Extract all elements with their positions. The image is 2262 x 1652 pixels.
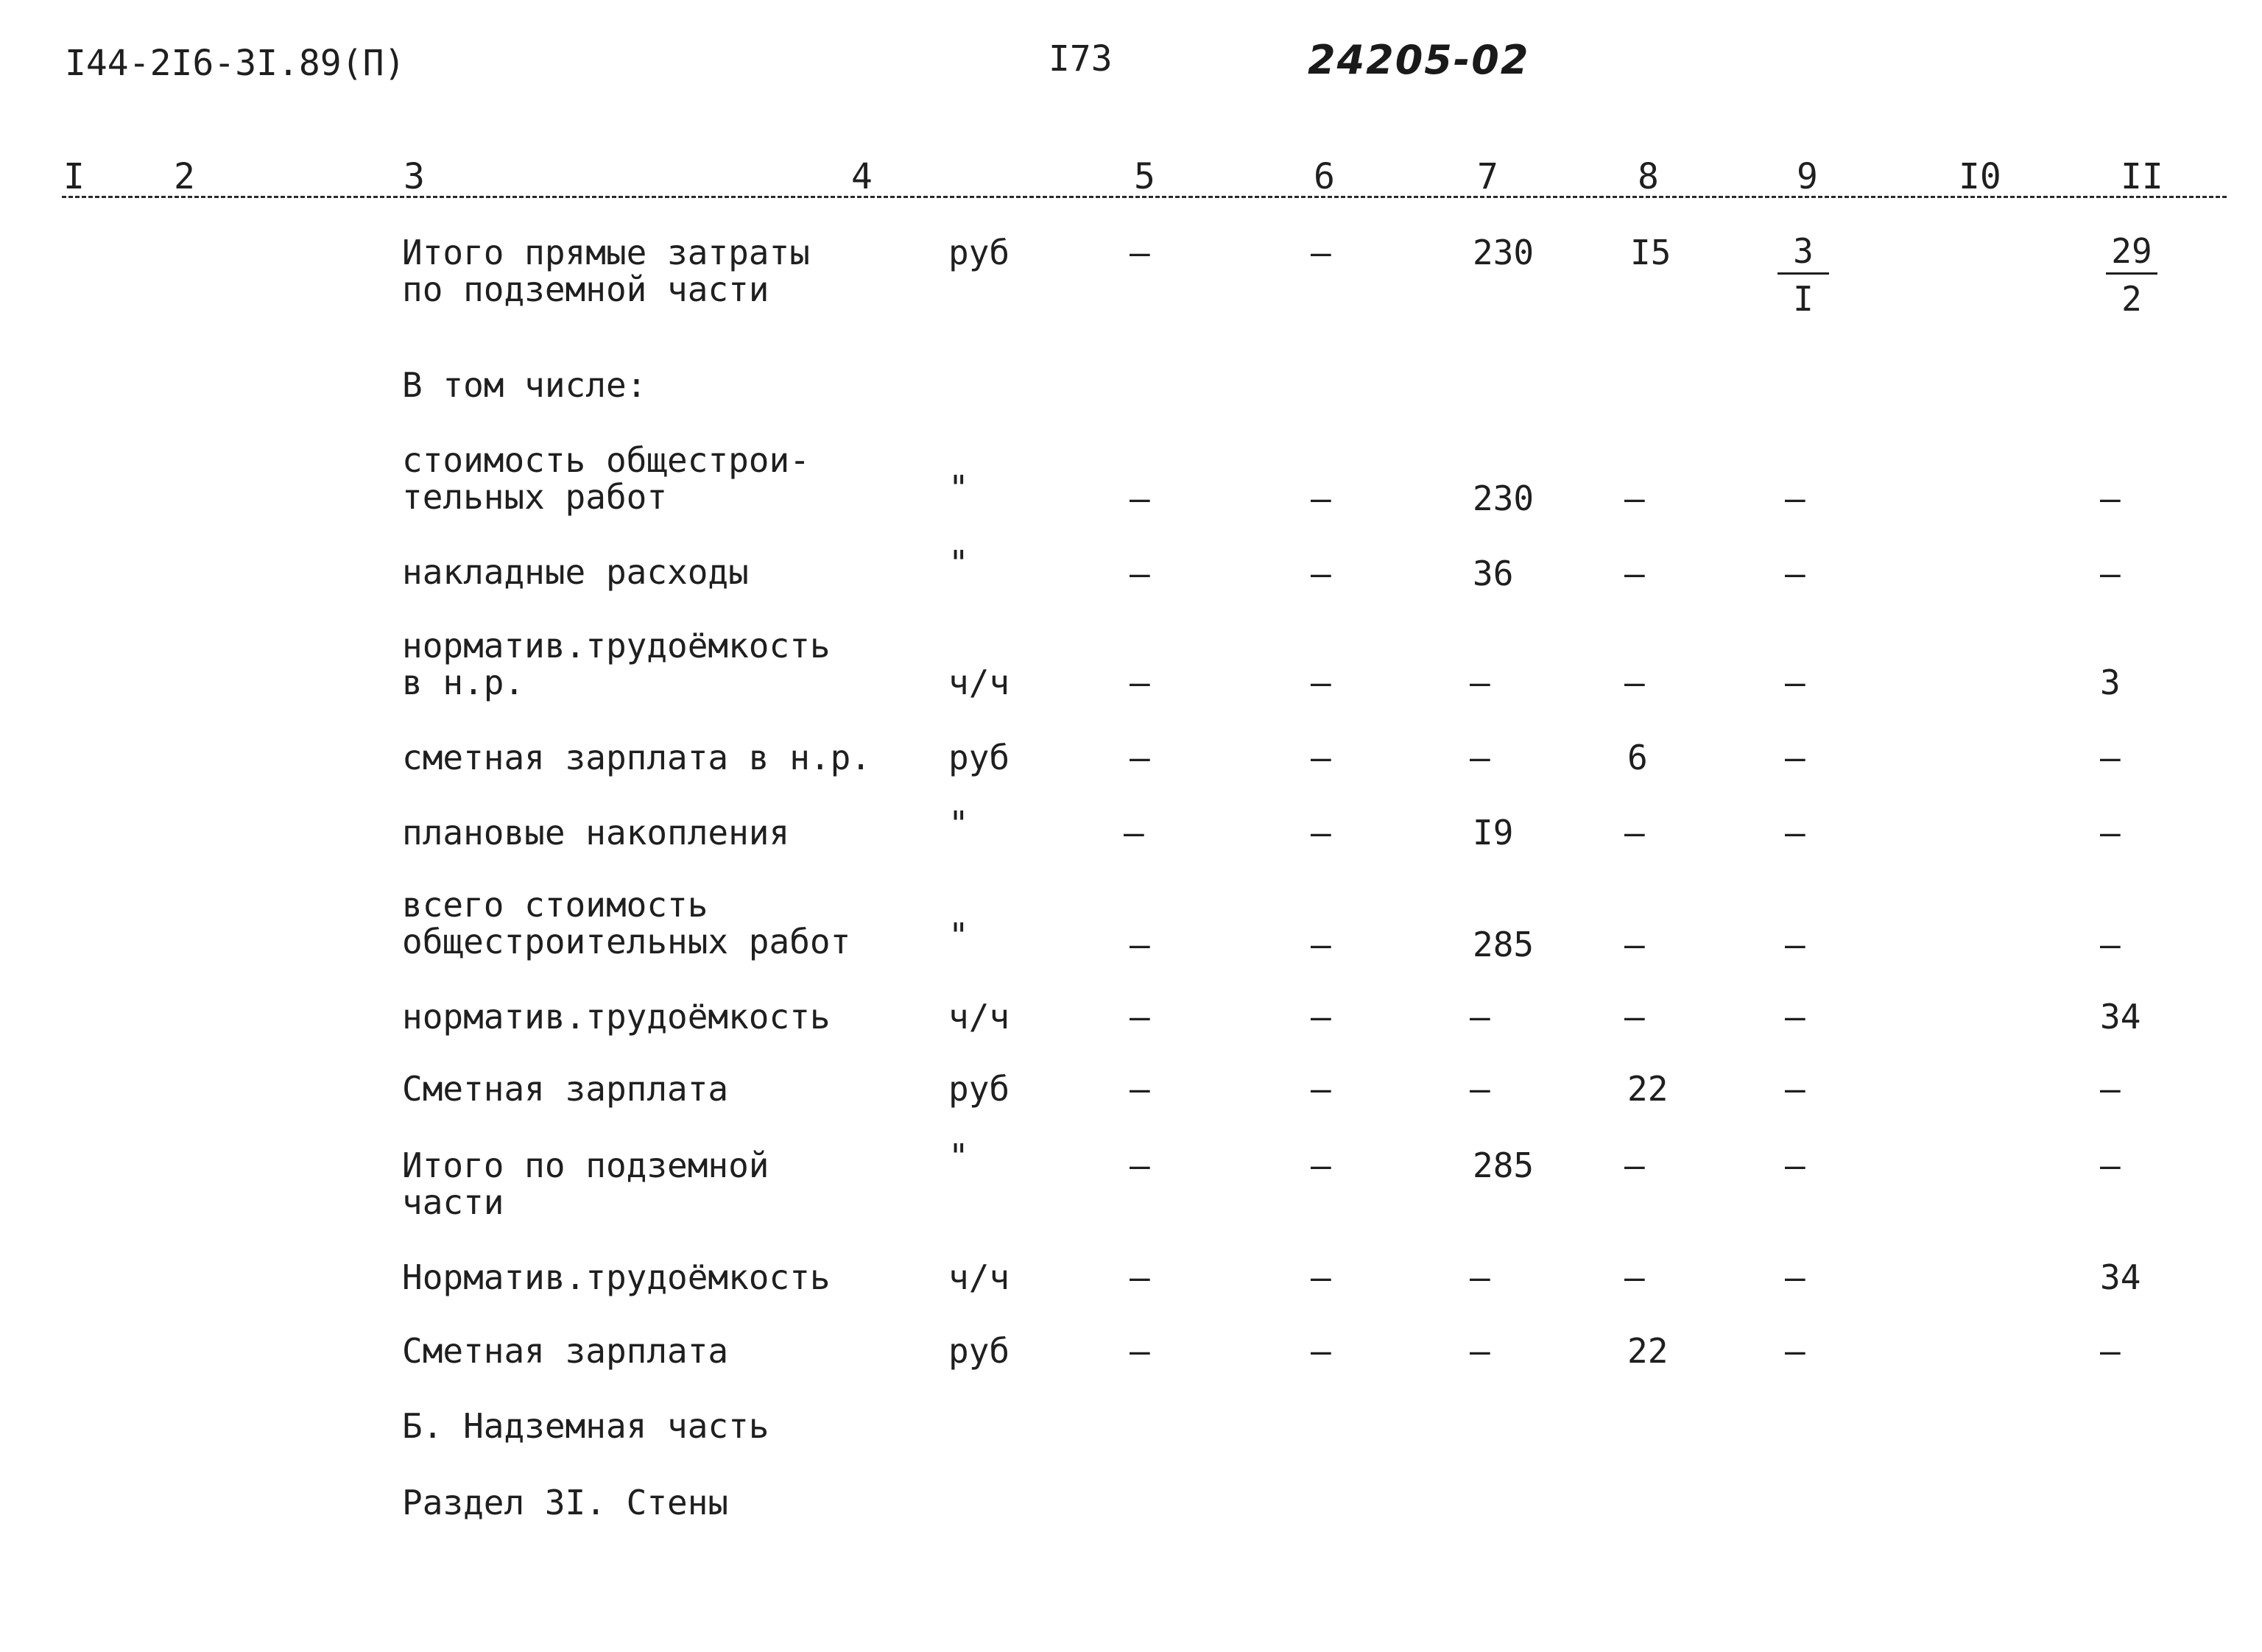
column-number: 9 xyxy=(1797,156,1818,197)
cell-col5: – xyxy=(1130,925,1150,964)
unit-cell: " xyxy=(948,543,969,583)
cell-col11: – xyxy=(2100,1331,2121,1371)
cell-col11: – xyxy=(2100,479,2121,518)
cell-col9: – xyxy=(1785,813,1805,853)
cell-col5: – xyxy=(1130,1331,1150,1371)
cell-col7: 36 xyxy=(1473,554,1514,593)
cell-col5: – xyxy=(1130,663,1150,702)
cell-col8: – xyxy=(1624,813,1645,853)
row-label-line: Сметная зарплата xyxy=(402,1069,729,1109)
cell-col8: – xyxy=(1624,1257,1645,1297)
cell-col8: 6 xyxy=(1627,738,1648,777)
cell-col7: – xyxy=(1470,1257,1490,1297)
page-number: I73 xyxy=(1049,38,1113,80)
column-number: 7 xyxy=(1477,156,1498,197)
cell-col7: – xyxy=(1470,663,1490,702)
cell-col11: – xyxy=(2100,1146,2121,1185)
column-number: 3 xyxy=(404,156,425,197)
doc-code: I44-2I6-3I.89(П) xyxy=(65,43,406,84)
column-number: 8 xyxy=(1638,156,1659,197)
unit-cell: руб xyxy=(948,1331,1010,1371)
cell-col5: – xyxy=(1124,813,1144,853)
cell-col8: – xyxy=(1624,663,1645,702)
row-label-line: части xyxy=(402,1182,504,1222)
cell-col11: 34 xyxy=(2100,997,2141,1037)
cell-col7: 230 xyxy=(1473,479,1535,518)
cell-col11: – xyxy=(2100,1069,2121,1109)
section-caption: В том числе: xyxy=(402,365,647,405)
cell-col6: – xyxy=(1311,479,1331,518)
cell-col6: – xyxy=(1311,997,1331,1037)
cell-col6: – xyxy=(1311,1069,1331,1109)
cell-col8: 22 xyxy=(1627,1331,1669,1371)
cell-col5: – xyxy=(1130,554,1150,593)
unit-cell: " xyxy=(948,468,969,508)
cell-col8: I5 xyxy=(1630,233,1671,272)
cell-col11: – xyxy=(2100,554,2121,593)
cell-col8: – xyxy=(1624,997,1645,1037)
cell-col9: – xyxy=(1785,1146,1805,1185)
cell-col9: – xyxy=(1785,1257,1805,1297)
cell-col8: – xyxy=(1624,925,1645,964)
cell-col7: 285 xyxy=(1473,1146,1535,1185)
unit-cell: ч/ч xyxy=(948,1257,1010,1297)
cell-col5: – xyxy=(1130,997,1150,1037)
fraction-numerator: 29 xyxy=(2106,233,2157,275)
cell-col7: – xyxy=(1470,1331,1490,1371)
cell-col9: – xyxy=(1785,663,1805,702)
fraction-numerator: 3 xyxy=(1777,233,1829,275)
row-label-line: стоимость общестрои- xyxy=(402,440,810,480)
cell-col6: – xyxy=(1311,233,1331,272)
cell-col8: 22 xyxy=(1627,1069,1669,1109)
unit-cell: " xyxy=(948,1137,969,1176)
cell-col9: – xyxy=(1785,554,1805,593)
cell-col5: – xyxy=(1130,1257,1150,1297)
unit-cell: ч/ч xyxy=(948,663,1010,702)
column-number: 4 xyxy=(851,156,873,197)
row-label-line: в н.р. xyxy=(402,663,525,702)
column-number: 5 xyxy=(1134,156,1155,197)
row-label-line: Итого прямые затраты xyxy=(402,233,810,272)
cell-col11: – xyxy=(2100,738,2121,777)
handwritten-number: 24205-02 xyxy=(1308,37,1530,83)
cell-col6: – xyxy=(1311,1331,1331,1371)
unit-cell: руб xyxy=(948,738,1010,777)
row-label-line: всего стоимость xyxy=(402,885,708,925)
header-dashed-rule xyxy=(62,196,2227,198)
column-number: 2 xyxy=(174,156,195,197)
cell-col6: – xyxy=(1311,738,1331,777)
cell-col5: – xyxy=(1130,479,1150,518)
row-label-line: по подземной части xyxy=(402,269,769,309)
cell-col8: – xyxy=(1624,1146,1645,1185)
cell-col6: – xyxy=(1311,925,1331,964)
row-label-line: плановые накопления xyxy=(402,813,790,853)
cell-col11: – xyxy=(2100,813,2121,853)
section-heading: Б. Надземная часть xyxy=(402,1406,769,1446)
row-label-line: тельных работ xyxy=(402,477,668,517)
cell-col7: – xyxy=(1470,1069,1490,1109)
row-label-line: Норматив.трудоёмкость xyxy=(402,1257,831,1297)
cell-col6: – xyxy=(1311,813,1331,853)
fraction-denominator: I xyxy=(1793,279,1814,319)
column-number: I xyxy=(63,156,85,197)
cell-col7: – xyxy=(1470,738,1490,777)
cell-col9: – xyxy=(1785,1069,1805,1109)
cell-col9: – xyxy=(1785,997,1805,1037)
cell-col5: – xyxy=(1130,1146,1150,1185)
row-label-line: общестроительных работ xyxy=(402,922,851,961)
unit-cell: руб xyxy=(948,1069,1010,1109)
fraction-denominator: 2 xyxy=(2121,279,2142,319)
row-label-line: норматив.трудоёмкость xyxy=(402,997,831,1037)
cell-col7: 285 xyxy=(1473,925,1535,964)
column-number: 6 xyxy=(1314,156,1335,197)
cell-col9: – xyxy=(1785,1331,1805,1371)
cell-col11: 3 xyxy=(2100,663,2121,702)
row-label-line: накладные расходы xyxy=(402,552,749,592)
unit-cell: " xyxy=(948,804,969,844)
cell-col9-fraction xyxy=(1777,233,1829,317)
row-label-line: Итого по подземной xyxy=(402,1146,769,1185)
cell-col11-fraction xyxy=(2106,233,2157,317)
cell-col11: 34 xyxy=(2100,1257,2141,1297)
cell-col7: 230 xyxy=(1473,233,1535,272)
column-number: II xyxy=(2121,156,2163,197)
unit-cell: ч/ч xyxy=(948,997,1010,1037)
cell-col6: – xyxy=(1311,1257,1331,1297)
cell-col9: – xyxy=(1785,925,1805,964)
cell-col6: – xyxy=(1311,554,1331,593)
unit-cell: " xyxy=(948,916,969,956)
row-label-line: Сметная зарплата xyxy=(402,1331,729,1371)
cell-col6: – xyxy=(1311,1146,1331,1185)
unit-cell: руб xyxy=(948,233,1010,272)
cell-col5: – xyxy=(1130,1069,1150,1109)
cell-col8: – xyxy=(1624,554,1645,593)
row-label-line: норматив.трудоёмкость xyxy=(402,626,831,666)
cell-col6: – xyxy=(1311,663,1331,702)
cell-col8: – xyxy=(1624,479,1645,518)
cell-col11: – xyxy=(2100,925,2121,964)
cell-col9: – xyxy=(1785,479,1805,518)
section-heading: Раздел 3I. Стены xyxy=(402,1483,729,1522)
cell-col7: I9 xyxy=(1473,813,1514,853)
row-label-line: сметная зарплата в н.р. xyxy=(402,738,871,777)
cell-col7: – xyxy=(1470,997,1490,1037)
cell-col5: – xyxy=(1130,233,1150,272)
column-number: I0 xyxy=(1959,156,2001,197)
cell-col5: – xyxy=(1130,738,1150,777)
cell-col9: – xyxy=(1785,738,1805,777)
